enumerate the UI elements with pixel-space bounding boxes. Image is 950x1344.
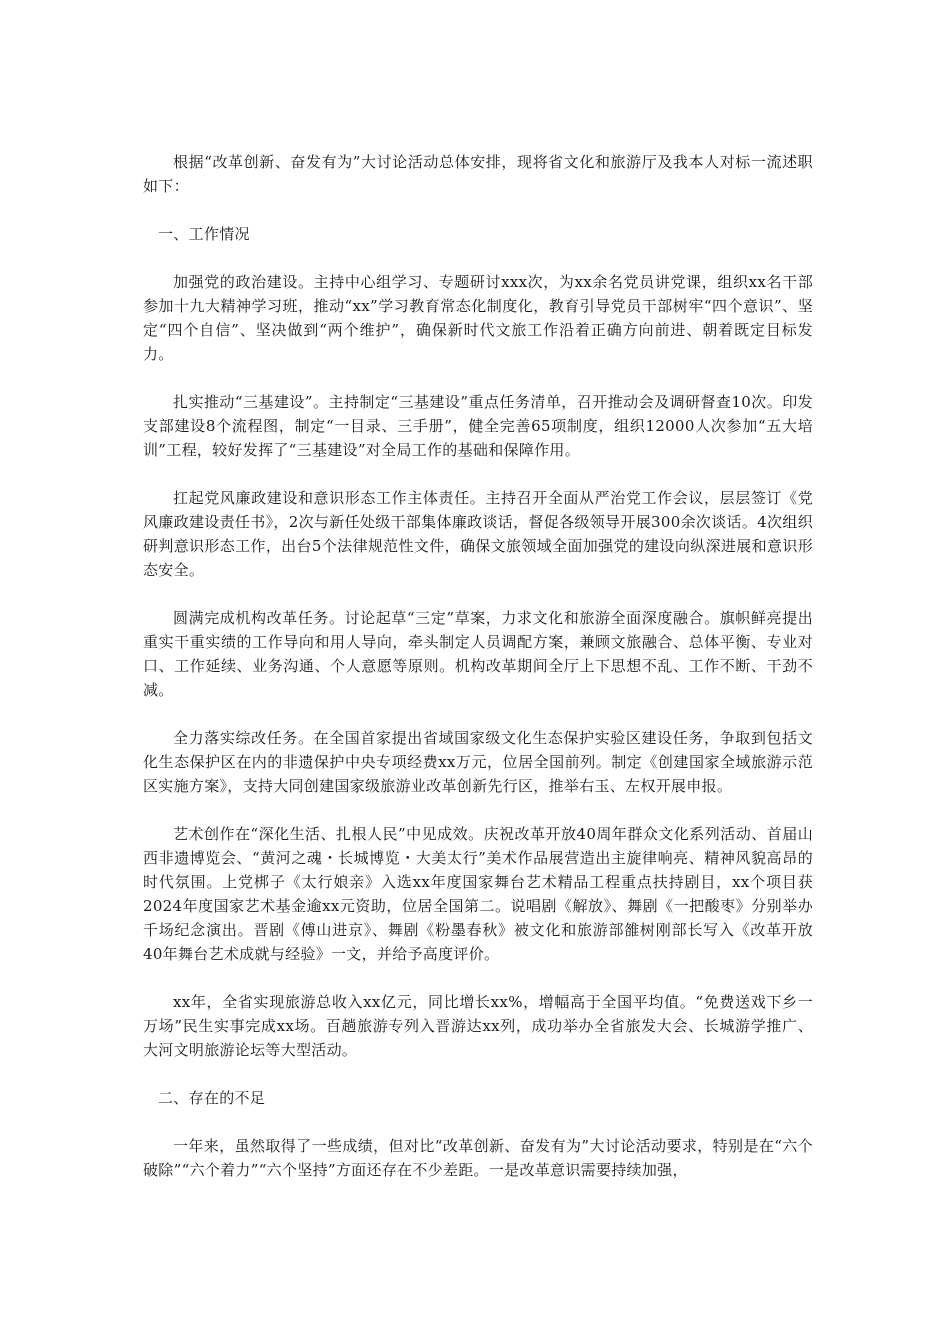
section-heading-work-status: 一、工作情况	[158, 225, 250, 243]
paragraph-party-political-building: 加强党的政治建设。主持中心组学习、专题研讨xxx次，为xx余名党员讲党课，组织xx名干部参加十九大精神学习班，推动“xx”学习教育常态化制度化，教育引导党员干部树牢“四个意识”、坚定“四个自信”、坚决做到“两个维护”，确保新时代文旅工作沿着正确方向前进、朝着既定目标发力。	[143, 273, 813, 363]
paragraph-three-basics: 扎实推动“三基建设”。主持制定“三基建设”重点任务清单，召开推动会及调研督查10次。印发支部建设8个流程图，制定“一目录、三手册”，健全完善65项制度，组织12000人次参加“五大培训”工程，较好发挥了“三基建设”对全局工作的基础和保障作用。	[143, 393, 813, 459]
intro-paragraph: 根据“改革创新、奋发有为”大讨论活动总体安排，现将省文化和旅游厅及我本人对标一流述职如下：	[143, 153, 813, 195]
paragraph-art-creation: 艺术创作在“深化生活、扎根人民”中见成效。庆祝改革开放40周年群众文化系列活动、首届山西非遗博览会、“黄河之魂・长城博览・大美太行”美术作品展营造出主旋律响亮、精神风貌高昂的时代氛围。上党梆子《太行娘亲》入选xx年度国家舞台艺术精品工程重点扶持剧目，xx个项目获2024年度国家艺术基金逾xx元资助，位居全国第二。说唱剧《解放》、舞剧《一把酸枣》分别举办千场纪念演出。晋剧《傅山进京》、舞剧《粉墨春秋》被文化和旅游部雒树刚部长写入《改革开放40年舞台艺术成就与经验》一文，并给予高度评价。	[143, 825, 813, 963]
document-body	[143, 150, 813, 1206]
paragraph-institutional-reform: 圆满完成机构改革任务。讨论起草“三定”草案，力求文化和旅游全面深度融合。旗帜鲜亮提出重实干重实绩的工作导向和用人导向，牵头制定人员调配方案，兼顾文旅融合、总体平衡、专业对口、工作延续、业务沟通、个人意愿等原则。机构改革期间全厅上下思想不乱、工作不断、干劲不减。	[143, 609, 813, 699]
section-heading-shortcomings: 二、存在的不足	[158, 1089, 266, 1107]
paragraph-integrity-responsibility: 扛起党风廉政建设和意识形态工作主体责任。主持召开全面从严治党工作会议，层层签订《党风廉政建设责任书》，2次与新任处级干部集体廉政谈话，督促各级领导开展300余次谈话。4次组织研判意识形态工作，出台5个法律规范性文件，确保文旅领域全面加强党的建设向纵深进展和意识形态安全。	[143, 489, 813, 579]
paragraph-comprehensive-reform: 全力落实综改任务。在全国首家提出省域国家级文化生态保护实验区建设任务，争取到包括文化生态保护区在内的非遗保护中央专项经费xx万元，位居全国前列。制定《创建国家全域旅游示范区实施方案》，支持大同创建国家级旅游业改革创新先行区，推举右玉、左权开展申报。	[143, 729, 813, 795]
paragraph-shortcomings-intro: 一年来，虽然取得了一些成绩，但对比“改革创新、奋发有为”大讨论活动要求，特别是在“六个破除”“六个着力”“六个坚持”方面还存在不少差距。一是改革意识需要持续加强，	[143, 1137, 813, 1179]
paragraph-tourism-revenue: xx年，全省实现旅游总收入xx亿元，同比增长xx%，增幅高于全国平均值。“免费送戏下乡一万场”民生实事完成xx场。百趟旅游专列入晋游达xx列，成功举办全省旅发大会、长城游学推广、大河文明旅游论坛等大型活动。	[143, 993, 813, 1059]
